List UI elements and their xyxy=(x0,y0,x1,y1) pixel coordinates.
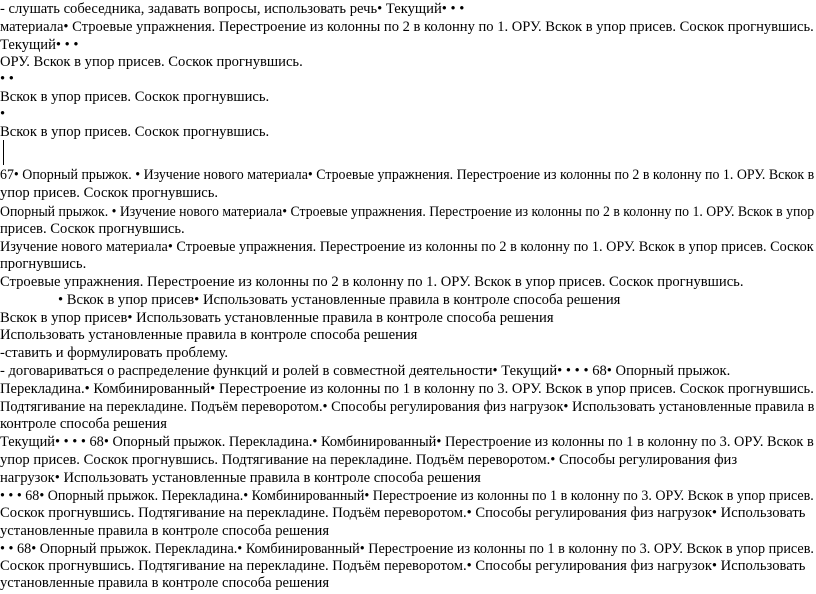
text-line: установленные правила в контроле способа решения xyxy=(0,523,330,539)
text-line: упор присев. Соскок прогнувшись. xyxy=(0,185,219,201)
text-line: • xyxy=(0,106,6,122)
text-line: -ставить и формулировать проблему. xyxy=(0,345,229,361)
text-line: Вскок в упор присев• Использовать установленные правила в контроле способа решения xyxy=(0,310,554,326)
text-line: установленные правила в контроле способа решения xyxy=(0,575,330,591)
text-line: • • xyxy=(0,71,14,87)
text-line: Опорный прыжок. • Изучение нового материала• Строевые упражнения. Перестроение из колонны по 2 в колонну по 1. ОРУ. Вскок в упор xyxy=(0,204,815,220)
text-line: 67• Опорный прыжок. • Изучение нового материала• Строевые упражнения. Перестроение из колонны по 2 в колонну по 1. ОРУ. Вскок в xyxy=(0,167,815,183)
text-line: Соскок прогнувшись. Подтягивание на перекладине. Подъём переворотом.• Способы регулирования физ нагрузок• Использовать xyxy=(0,505,806,521)
text-line: нагрузок• Использовать установленные правила в контроле способа решения xyxy=(0,470,481,486)
text-line: Использовать установленные правила в контроле способа решения xyxy=(0,327,418,343)
text-line: • Вскок в упор присев• Использовать установленные правила в контроле способа решения xyxy=(58,292,621,308)
text-line: упор присев. Соскок прогнувшись. Подтягивание на перекладине. Подъём переворотом.• Способы регулирования физ xyxy=(0,452,738,468)
text-cursor xyxy=(3,140,4,165)
text-line: контроле способа решения xyxy=(0,416,167,432)
text-line: Вскок в упор присев. Соскок прогнувшись. xyxy=(0,124,270,140)
text-line: - договариваться о распределение функций и ролей в совместной деятельности• Текущий• • • • 68• Опорный прыжок. xyxy=(0,363,731,379)
text-line: материала• Строевые упражнения. Перестроение из колонны по 2 в колонну по 1. ОРУ. Вскок в упор присев. Соскок прогнувшись. xyxy=(0,19,814,35)
text-line: Соскок прогнувшись. Подтягивание на перекладине. Подъём переворотом.• Способы регулирования физ нагрузок• Использовать xyxy=(0,558,806,574)
text-line: Подтягивание на перекладине. Подъём переворотом.• Способы регулирования физ нагрузок• Использовать установленные правила в xyxy=(0,399,815,415)
text-line: Вскок в упор присев. Соскок прогнувшись. xyxy=(0,89,270,105)
text-line: • • 68• Опорный прыжок. Перекладина.• Комбинированный• Перестроение из колонны по 1 в колонну по 3. ОРУ. Вскок в упор присев. xyxy=(0,541,814,557)
text-line: Перекладина.• Комбинированный• Перестроение из колонны по 1 в колонну по 3. ОРУ. Вскок в упор присев. Соскок прогнувшись. xyxy=(0,381,814,397)
text-line: - слушать собеседника, задавать вопросы, использовать речь• Текущий• • • xyxy=(0,1,465,17)
text-line: ОРУ. Вскок в упор присев. Соскок прогнувшись. xyxy=(0,54,303,70)
text-line: Текущий• • • • 68• Опорный прыжок. Перекладина.• Комбинированный• Перестроение из колонны по 1 в колонну по 3. ОРУ. Вскок в xyxy=(0,434,814,450)
text-line: • • • 68• Опорный прыжок. Перекладина.• Комбинированный• Перестроение из колонны по 1 в колонну по 3. ОРУ. Вскок в упор присев. xyxy=(0,488,814,504)
text-line: Изучение нового материала• Строевые упражнения. Перестроение из колонны по 2 в колонну по 1. ОРУ. Вскок в упор присев. Соскок xyxy=(0,239,814,255)
text-line: прогнувшись. xyxy=(0,256,87,272)
text-line: Текущий• • • xyxy=(0,37,79,53)
text-line: присев. Соскок прогнувшись. xyxy=(0,221,185,237)
text-line: Строевые упражнения. Перестроение из колонны по 2 в колонну по 1. ОРУ. Вскок в упор присев. Соскок прогнувшись. xyxy=(0,274,744,290)
